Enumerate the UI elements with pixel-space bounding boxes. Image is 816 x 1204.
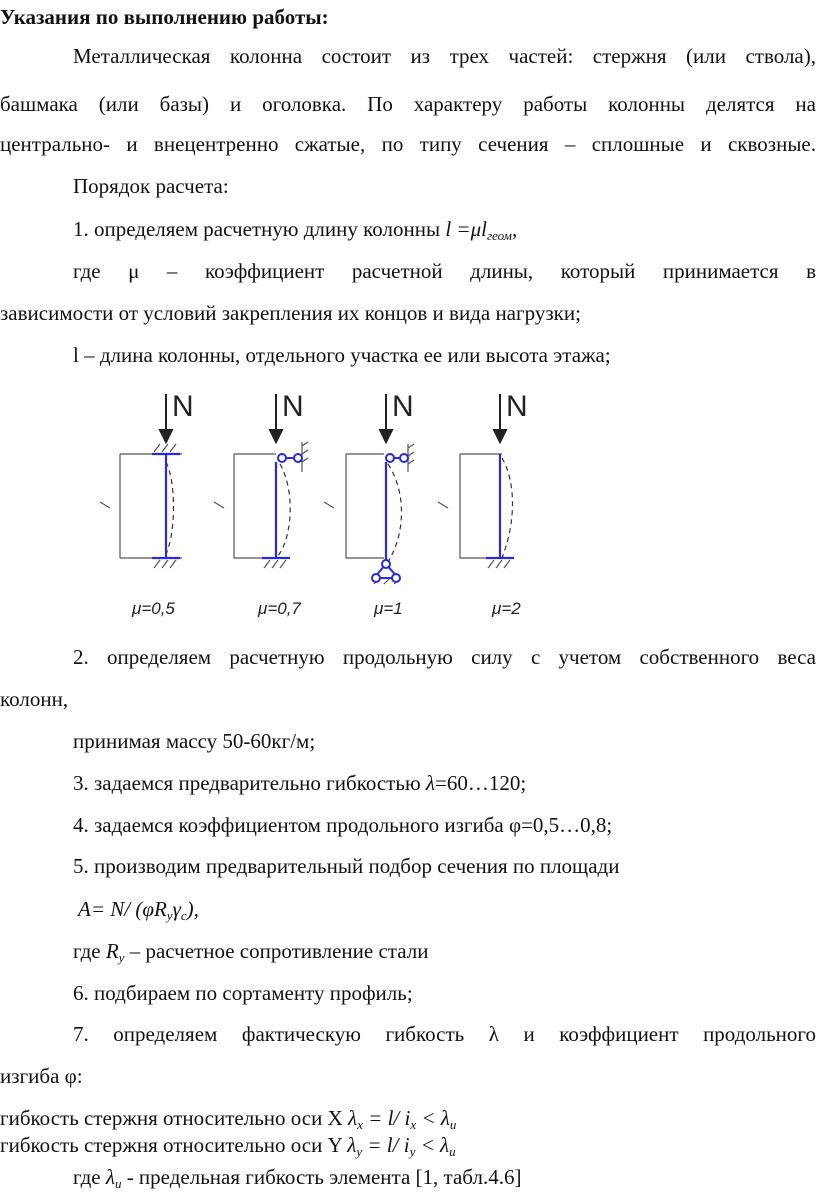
formula-area-gamma: γ xyxy=(172,897,181,921)
intro-line-1: Металлическая колонна состоит из трех частей: стержня (или ствола), xyxy=(73,44,816,68)
step-7-line-2: изгиба φ: xyxy=(0,1064,83,1088)
flex-x-text: гибкость стержня относительно оси X xyxy=(0,1106,349,1130)
mu-label-3: μ=1 xyxy=(374,599,403,618)
flex-y-eq: = l/ i xyxy=(362,1133,410,1157)
page-heading: Указания по выполнению работы: xyxy=(0,5,329,29)
limit-lambda: λ xyxy=(105,1165,115,1189)
mu-label-2: μ=0,7 xyxy=(258,599,301,618)
flex-x-eq: = l/ i xyxy=(362,1106,411,1130)
step-4: 4. задаемся коэффициентом продольного изгиба φ=0,5…0,8; xyxy=(73,813,613,837)
mu-label-1: μ=0,5 xyxy=(132,599,175,618)
flex-x-lt: < λ xyxy=(416,1106,450,1130)
mu-definition-1: где μ – коэффициент расчетной длины, который принимается в xyxy=(73,259,816,283)
load-label-4: N xyxy=(506,390,528,423)
column-schemes-figure xyxy=(96,372,556,622)
order-title: Порядок расчета: xyxy=(73,174,229,198)
step-3-range: =60…120; xyxy=(435,771,527,795)
formula-area-main: A= N/ (φR xyxy=(78,897,167,921)
step-1-text: 1. определяем расчетную длину колонны xyxy=(73,217,446,241)
ry-pre: где xyxy=(73,939,106,963)
flex-y-text: гибкость стержня относительно оси Y xyxy=(0,1133,348,1157)
flex-x-usub: u xyxy=(449,1117,457,1132)
step-3 xyxy=(73,770,816,796)
l-definition: l – длина колонны, отдельного участка ее или высота этажа; xyxy=(73,343,611,367)
flexibility-x xyxy=(0,1105,816,1131)
load-label-2: N xyxy=(282,390,304,423)
formula-l: l xyxy=(445,217,452,241)
flex-y-isub: y xyxy=(409,1144,416,1159)
step-1 xyxy=(73,216,816,242)
formula-comma: , xyxy=(511,217,518,241)
step-3-lambda: λ xyxy=(425,771,435,795)
limit-flexibility xyxy=(73,1164,816,1190)
flex-x-isub: x xyxy=(410,1117,417,1132)
intro-line-2: башмака (или базы) и оголовка. По характеру работы колонны делятся на xyxy=(0,92,816,116)
step-5: 5. производим предварительный подбор сечения по площади xyxy=(73,854,620,878)
flex-y-sub: y xyxy=(356,1144,363,1159)
load-label-3: N xyxy=(392,390,414,423)
formula-area-sub-y: y xyxy=(166,908,173,923)
limit-text: - предельная гибкость элемента [1, табл.4.6] xyxy=(121,1165,522,1189)
ry-definition xyxy=(73,938,816,964)
step-2-line-1: 2. определяем расчетную продольную силу с учетом собственного веса xyxy=(73,645,816,669)
formula-area-end: ), xyxy=(186,897,199,921)
intro-line-3: центрально- и внецентренно сжатые, по типу сечения – сплошные и сквозные. xyxy=(0,132,816,156)
step-2-line-2: колонн, xyxy=(0,687,69,711)
flex-x-sub: x xyxy=(357,1117,363,1132)
mu-label-4: μ=2 xyxy=(492,599,521,618)
ry-text: – расчетное сопротивление стали xyxy=(124,939,429,963)
flex-y-lambda: λ xyxy=(347,1133,357,1157)
flexibility-y xyxy=(0,1132,816,1158)
formula-mu-l: =μl xyxy=(451,217,487,241)
load-label-1: N xyxy=(172,390,194,423)
step-2-line-3: принимая массу 50-60кг/м; xyxy=(73,729,316,753)
step-7-line-1: 7. определяем фактическую гибкость λ и коэффициент продольного xyxy=(73,1022,816,1046)
flex-x-lambda: λ xyxy=(348,1106,358,1130)
formula-sub-geom: геом xyxy=(486,228,512,243)
flex-y-lt: < λ xyxy=(415,1133,450,1157)
ry-symbol: R xyxy=(105,939,119,963)
flex-y-usub: u xyxy=(449,1144,456,1159)
step-6: 6. подбираем по сортаменту профиль; xyxy=(73,981,413,1005)
formula-area-sub-c: c xyxy=(180,908,187,923)
limit-pre: где xyxy=(73,1165,106,1189)
mu-definition-2: зависимости от условий закрепления их концов и вида нагрузки; xyxy=(0,301,581,325)
limit-sub: u xyxy=(114,1176,122,1191)
ry-sub: y xyxy=(118,950,125,965)
formula-area xyxy=(78,896,816,922)
step-3-text: 3. задаемся предварительно гибкостью xyxy=(73,771,426,795)
